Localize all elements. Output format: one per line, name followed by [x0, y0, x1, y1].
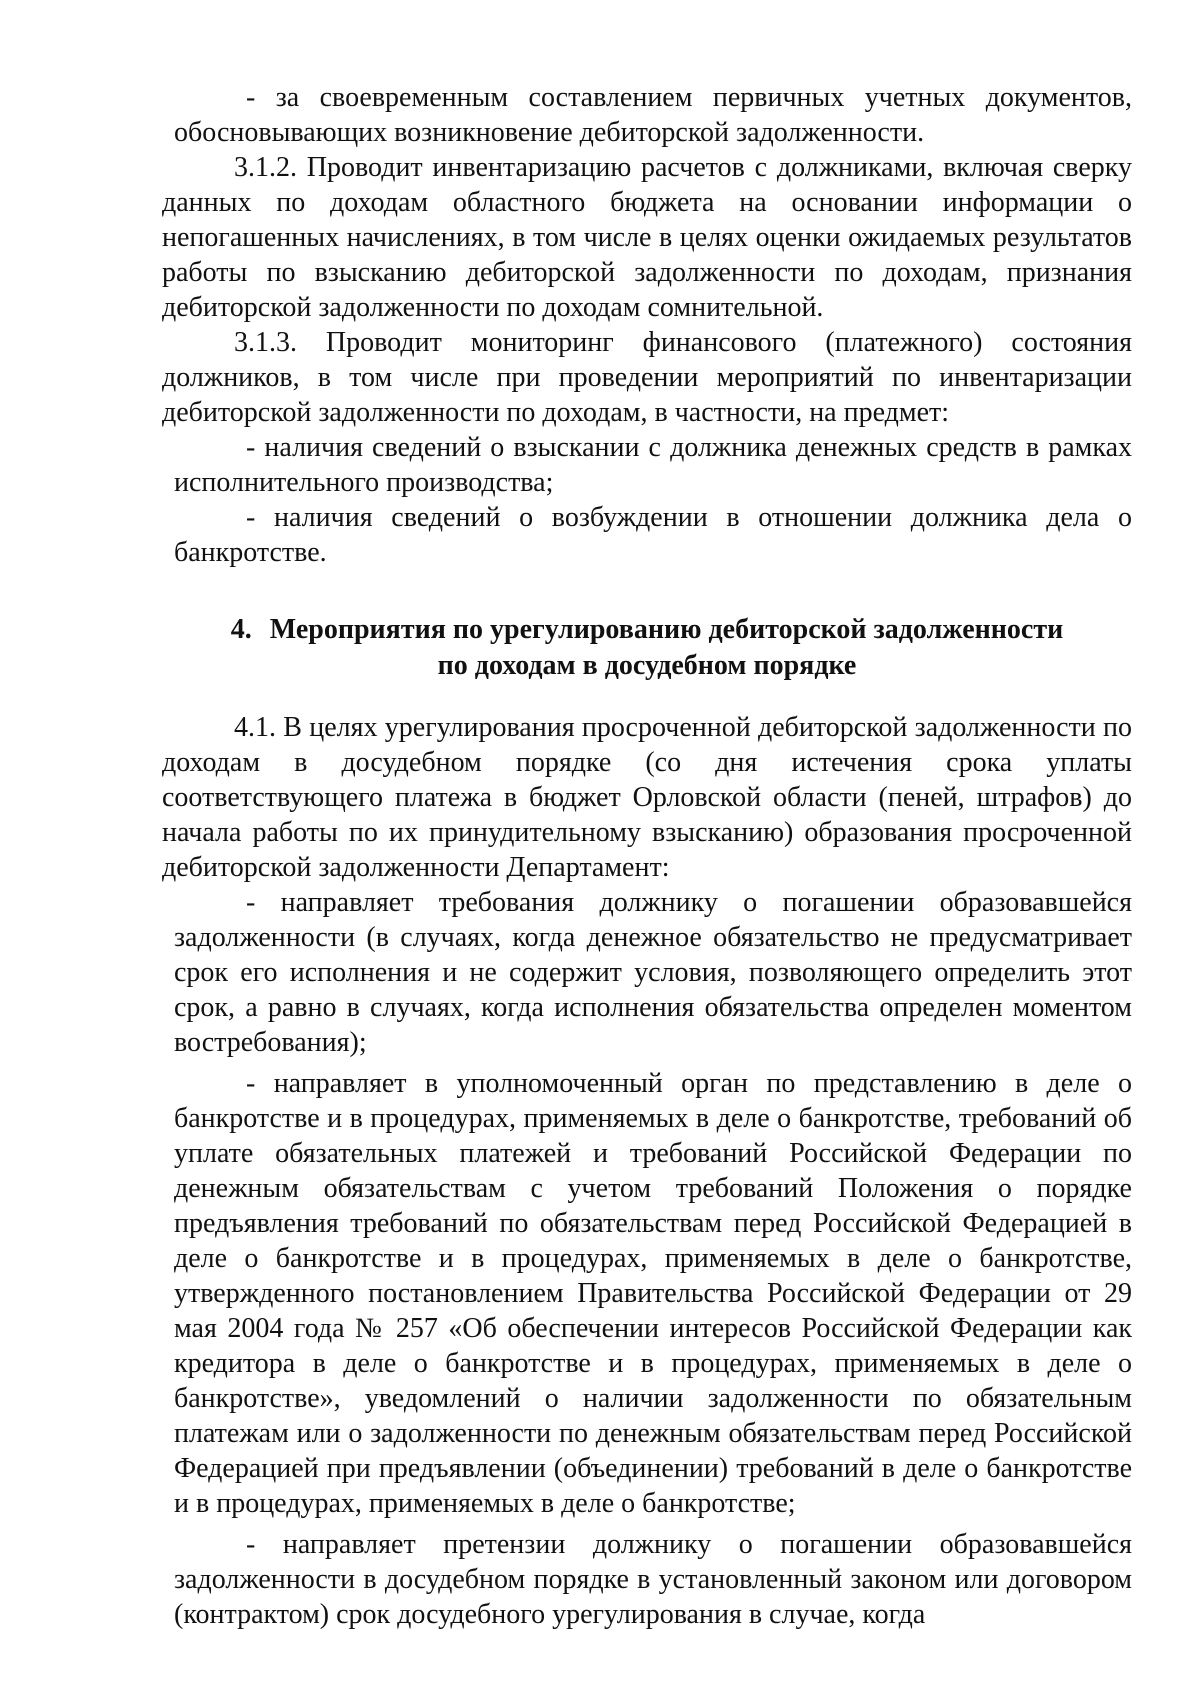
section-title-line2: по доходам в досудебном порядке [437, 650, 857, 681]
section-heading-line1 [162, 612, 1132, 648]
section-title-line1: Мероприятия по урегулированию дебиторской задолженности [269, 614, 1064, 645]
paragraph-3-1-3: 3.1.3. Проводит мониторинг финансового (платежного) состояния должников, в том числе при проведении мероприятий по инвентаризации дебиторской задолженности по доходам, в частности, на предмет: [162, 327, 1132, 428]
section-heading [162, 612, 1132, 684]
paragraph-dash-primary-docs: - за своевременным составлением первичных учетных документов, обосновывающих возникновение дебиторской задолженности. [174, 82, 1132, 148]
paragraph-dash-requirements: - направляет требования должнику о погашении образовавшейся задолженности (в случаях, когда денежное обязательство не предусматривает срок его исполнения и не содержит условия, позволяющего определить этот срок, а равно в случаях, когда исполнения обязательства определен моментом востребования); [174, 887, 1132, 1058]
paragraph-3-1-2: 3.1.2. Проводит инвентаризацию расчетов с должниками, включая сверку данных по доходам областного бюджета на основании информации о непогашенных начислениях, в том числе в целях оценки ожидаемых результатов работы по взысканию дебиторской задолженности по доходам, признания дебиторской задолженности по доходам сомнительной. [162, 152, 1132, 323]
paragraph-dash-enforcement: - наличия сведений о взыскании с должника денежных средств в рамках исполнительного производства; [174, 432, 1132, 498]
section-number: 4. [230, 614, 252, 645]
paragraph-dash-authorized-body: - направляет в уполномоченный орган по представлению в деле о банкротстве и в процедурах, применяемых в деле о банкротстве, требований об уплате обязательных платежей и требований Российской Федерации по денежным обязательствам с учетом требований Положения о порядке предъявления требований по обязательствам перед Российской Федерацией в деле о банкротстве и в процедурах, применяемых в деле о банкротстве, утвержденного постановлением Правительства Российской Федерации от 29 мая 2004 года № 257 «Об обеспечении интересов Российской Федерации как кредитора в деле о банкротстве и в процедурах, применяемых в деле о банкротстве», уведомлений о наличии задолженности по обязательным платежам или о задолженности по денежным обязательствам перед Российской Федерацией при предъявлении (объединении) требований в деле о банкротстве и в процедурах, применяемых в деле о банкротстве; [174, 1068, 1132, 1519]
paragraph-dash-claims: - направляет претензии должнику о погашении образовавшейся задолженности в досудебном порядке в установленный законом или договором (контрактом) срок досудебного урегулирования в случае, когда [174, 1529, 1132, 1630]
paragraph-4-1: 4.1. В целях урегулирования просроченной дебиторской задолженности по доходам в досудебном порядке (со дня истечения срока уплаты соответствующего платежа в бюджет Орловской области (пеней, штрафов) до начала работы по их принудительному взысканию) образования просроченной дебиторской задолженности Департамент: [162, 712, 1132, 883]
document-body [162, 80, 1132, 1632]
paragraph-dash-bankruptcy: - наличия сведений о возбуждении в отношении должника дела о банкротстве. [174, 502, 1132, 568]
